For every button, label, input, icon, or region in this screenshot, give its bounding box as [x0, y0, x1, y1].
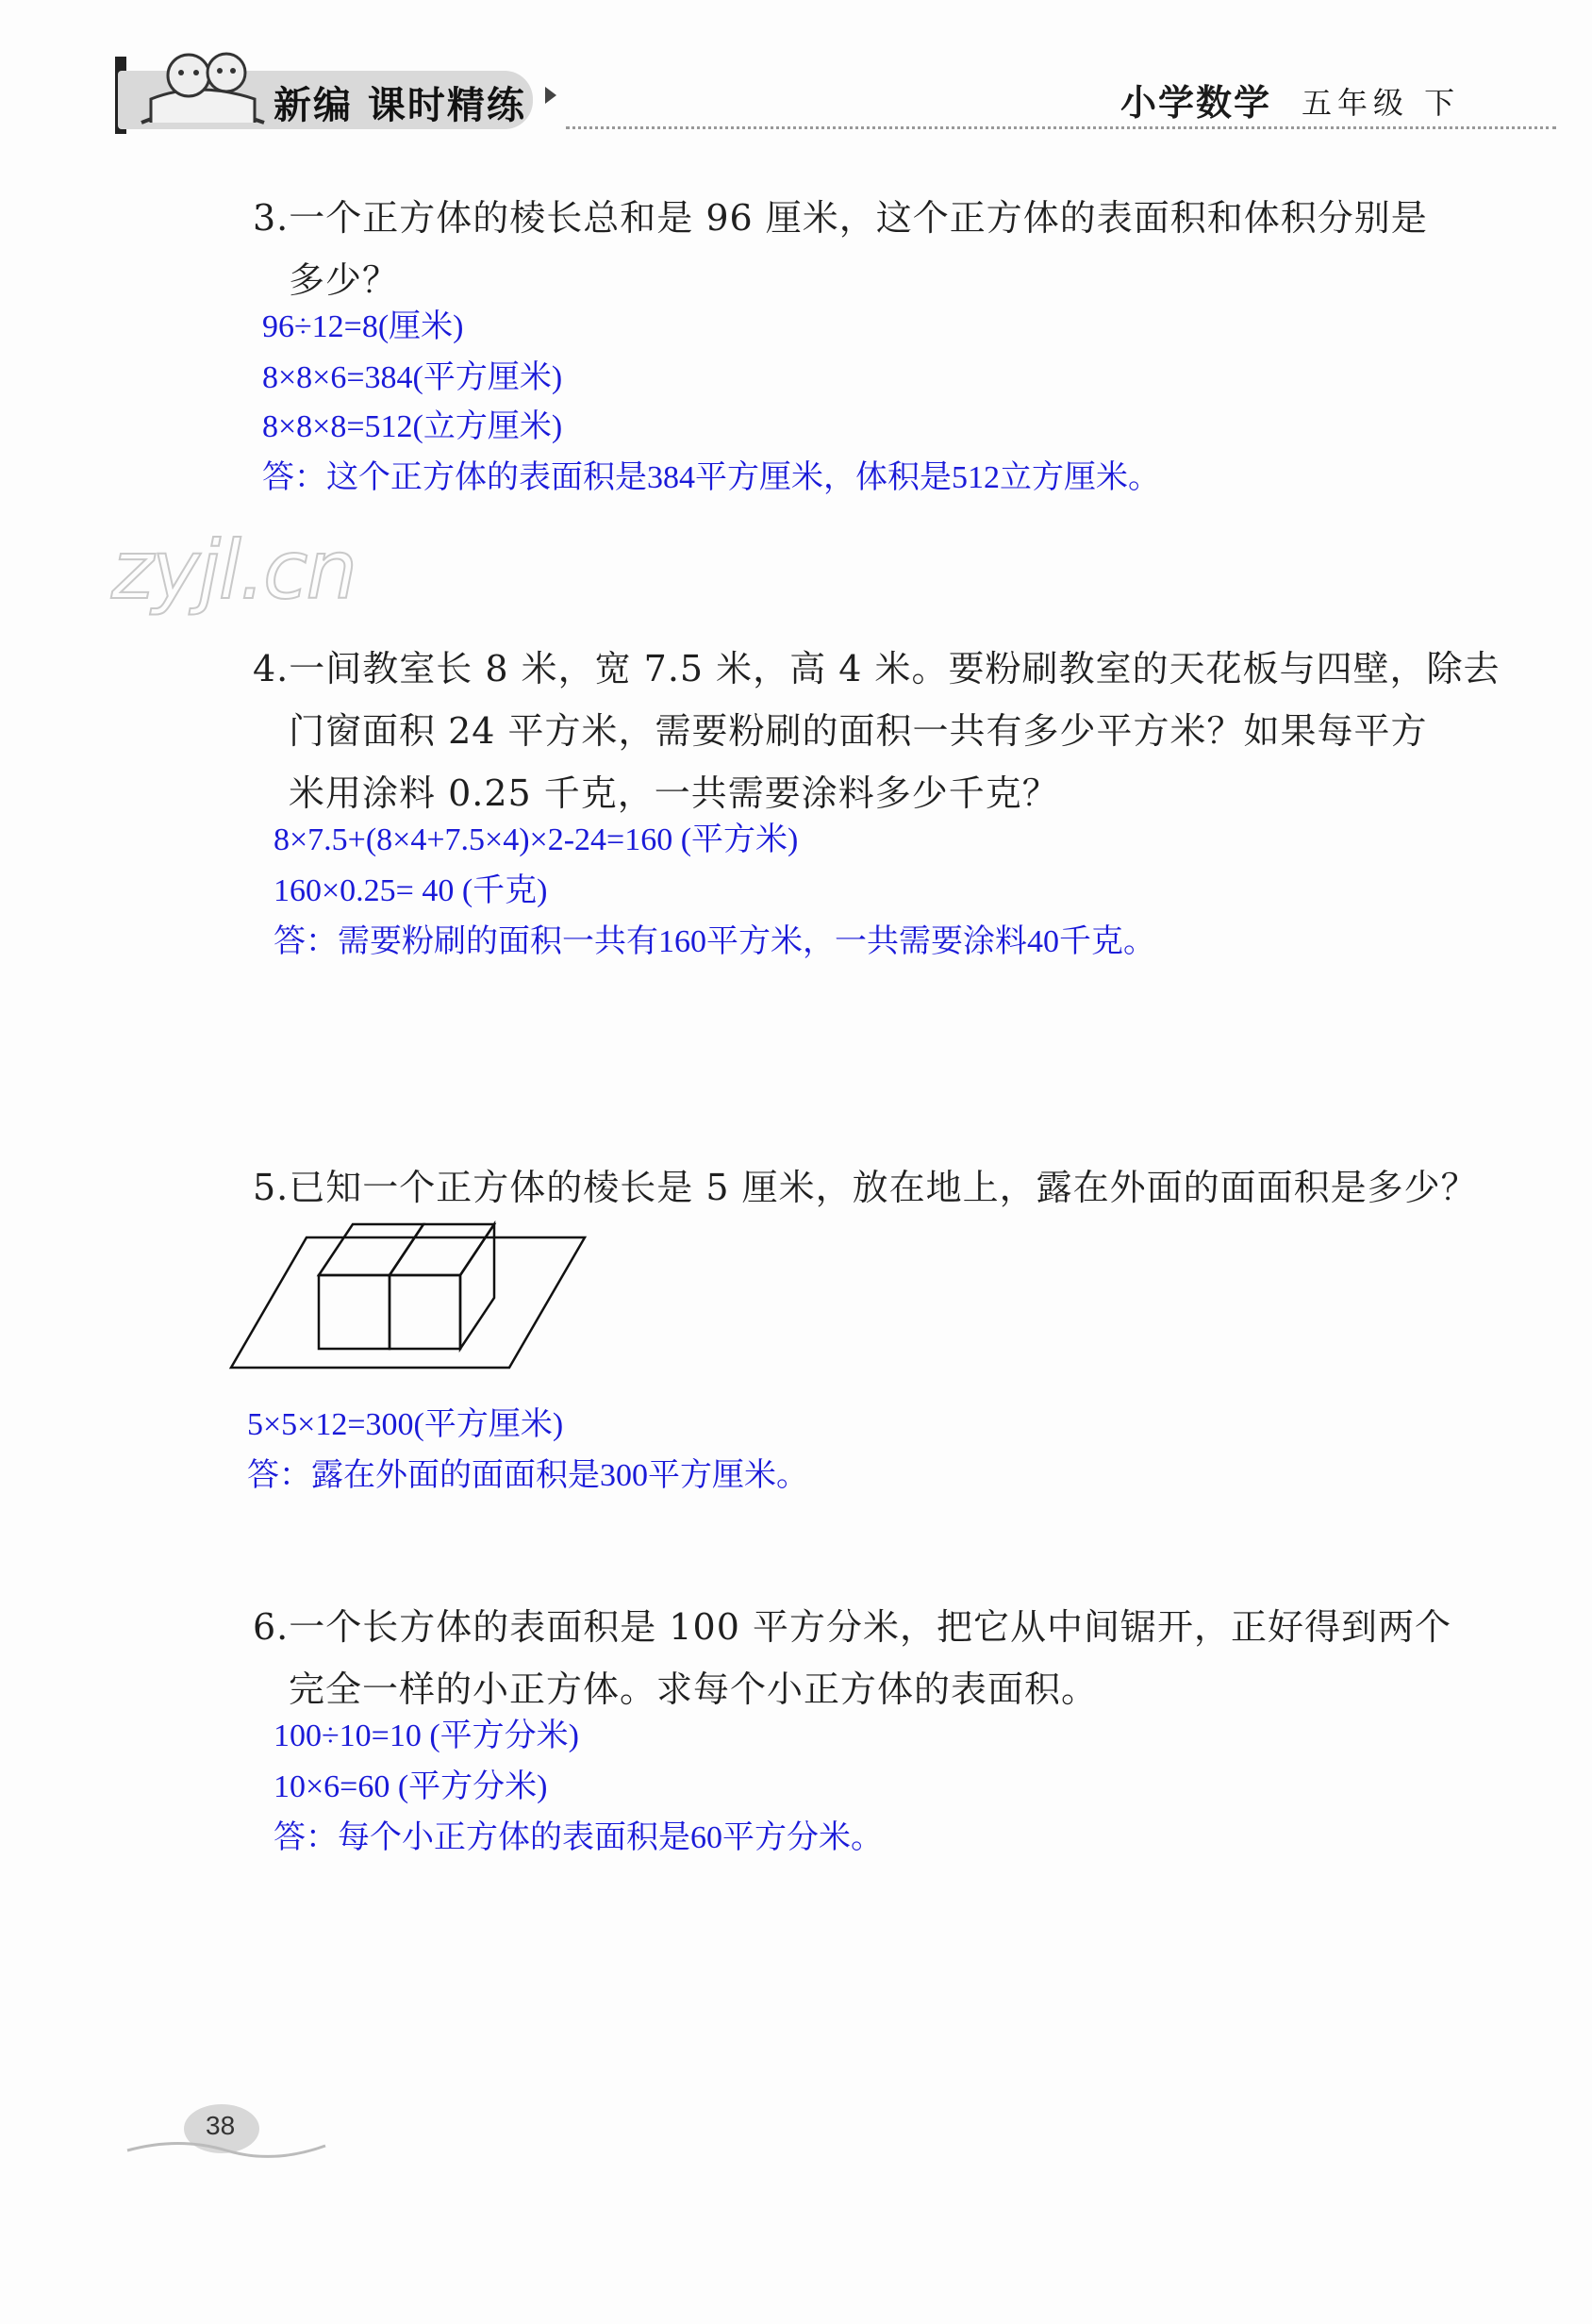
answer-3-line-3: 8×8×8=512(立方厘米)	[262, 409, 563, 444]
question-6-line-2: 完全一样的小正方体。求每个小正方体的表面积。	[289, 1668, 1099, 1710]
question-3-line-2: 多少？	[289, 259, 400, 301]
answer-5-line-2: 答：露在外面的面面积是300平方厘米。	[247, 1458, 808, 1493]
cube-diagram	[226, 1217, 594, 1377]
grade-label: 五年级 下	[1302, 85, 1461, 121]
answer-5-line-1: 5×5×12=300(平方厘米)	[247, 1407, 564, 1442]
subject-label: 小学数学	[1120, 82, 1272, 124]
answer-6-line-3: 答：每个小正方体的表面积是60平方分米。	[274, 1820, 883, 1855]
answer-3-line-4: 答：这个正方体的表面积是384平方厘米，体积是512立方厘米。	[262, 460, 1160, 495]
answer-3-line-1: 96÷12=8(厘米)	[262, 309, 464, 344]
answer-6-line-1: 100÷10=10 (平方分米)	[274, 1718, 579, 1753]
watermark: zyjl.cn	[111, 523, 356, 618]
cartoon-logo-icon	[132, 33, 274, 137]
page-number: 38	[206, 2111, 236, 2140]
header-divider	[566, 126, 1556, 129]
arrow-right-icon	[545, 87, 556, 104]
answer-3-line-2: 8×8×6=384(平方厘米)	[262, 360, 563, 395]
answer-4-line-3: 答：需要粉刷的面积一共有160平方米，一共需要涂料40千克。	[274, 924, 1155, 959]
question-4-line-2: 门窗面积 24 平方米，需要粉刷的面积一共有多少平方米？如果每平方	[289, 710, 1428, 752]
question-4-line-1: 4.一间教室长 8 米，宽 7.5 米，高 4 米。要粉刷教室的天花板与四壁，除去	[253, 648, 1501, 689]
question-6-line-1: 6.一个长方体的表面积是 100 平方分米，把它从中间锯开，正好得到两个	[253, 1606, 1451, 1648]
answer-6-line-2: 10×6=60 (平方分米)	[274, 1769, 548, 1804]
series-title: 新编 课时精练	[274, 84, 526, 127]
question-3-line-1: 3.一个正方体的棱长总和是 96 厘米，这个正方体的表面积和体积分别是	[253, 197, 1428, 239]
answer-4-line-1: 8×7.5+(8×4+7.5×4)×2-24=160 (平方米)	[274, 822, 799, 857]
question-4-line-3: 米用涂料 0.25 千克，一共需要涂料多少千克？	[289, 772, 1059, 814]
question-5-line-1: 5.已知一个正方体的棱长是 5 厘米，放在地上，露在外面的面面积是多少？	[253, 1167, 1478, 1208]
answer-4-line-2: 160×0.25= 40 (千克)	[274, 873, 548, 908]
